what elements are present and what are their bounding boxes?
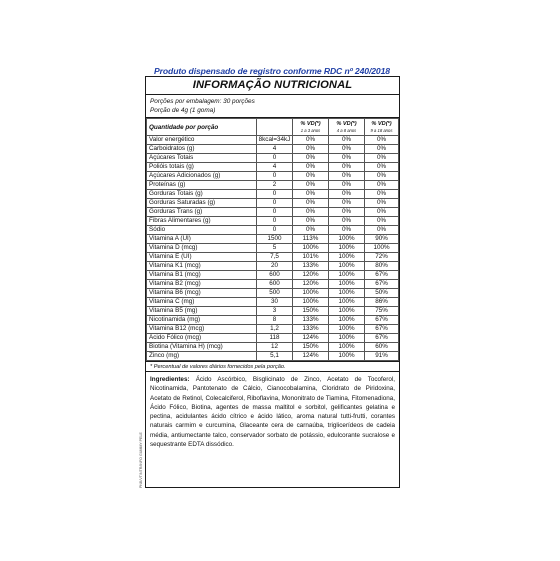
vd-4-8: 0% <box>329 154 365 163</box>
vd-9-18: 0% <box>365 136 399 145</box>
table-row <box>147 181 399 190</box>
side-code: PNB/VT/NTR/INFO GUMMY PELE <box>139 432 143 488</box>
table-row <box>147 172 399 181</box>
nutrient-name: Fibras Alimentares (g) <box>147 217 257 226</box>
nutrient-name: Açúcares Adicionados (g) <box>147 172 257 181</box>
vd-4-8: 100% <box>329 253 365 262</box>
nutrient-name: Proteínas (g) <box>147 181 257 190</box>
nutrient-amount: 1,2 <box>257 325 293 334</box>
nutrient-name: Gorduras Saturadas (g) <box>147 199 257 208</box>
vd-1-3: 133% <box>293 262 329 271</box>
nutrient-amount: 1500 <box>257 235 293 244</box>
vd-1-3: 120% <box>293 271 329 280</box>
vd-9-18: 0% <box>365 199 399 208</box>
vd-9-18: 0% <box>365 190 399 199</box>
header-amount <box>257 119 293 136</box>
vd-9-18: 90% <box>365 235 399 244</box>
vd-9-18: 86% <box>365 298 399 307</box>
vd-4-8: 0% <box>329 208 365 217</box>
nutrition-table <box>146 118 399 361</box>
nutrient-amount: 4 <box>257 145 293 154</box>
vd-1-3: 150% <box>293 307 329 316</box>
table-row <box>147 280 399 289</box>
vd-4-8: 0% <box>329 145 365 154</box>
ingredients-label: Ingredientes: <box>150 376 190 383</box>
vd-1-3: 124% <box>293 352 329 361</box>
vd-4-8: 0% <box>329 136 365 145</box>
ingredients <box>146 372 399 452</box>
vd-4-8: 100% <box>329 271 365 280</box>
header-vd-9-18: % VD(*) 9 a 18 anos <box>365 119 399 136</box>
vd-4-8: 100% <box>329 298 365 307</box>
vd-9-18: 0% <box>365 145 399 154</box>
vd-9-18: 67% <box>365 271 399 280</box>
nutrient-name: Vitamina B6 (mcg) <box>147 289 257 298</box>
vd-1-3: 0% <box>293 217 329 226</box>
vd-1-3: 0% <box>293 145 329 154</box>
vd-9-18: 0% <box>365 208 399 217</box>
vd-1-3: 101% <box>293 253 329 262</box>
nutrient-amount: 0 <box>257 190 293 199</box>
nutrient-name: Vitamina B5 (mg) <box>147 307 257 316</box>
vd-1-3: 0% <box>293 136 329 145</box>
vd-9-18: 0% <box>365 181 399 190</box>
table-row <box>147 325 399 334</box>
nutrient-amount: 500 <box>257 289 293 298</box>
nutrient-amount: 0 <box>257 217 293 226</box>
nutrient-amount: 118 <box>257 334 293 343</box>
nutrient-amount: 0 <box>257 208 293 217</box>
nutrient-name: Polióis totais (g) <box>147 163 257 172</box>
nutrient-amount: 8 <box>257 316 293 325</box>
vd-4-8: 100% <box>329 289 365 298</box>
table-row <box>147 244 399 253</box>
vd-1-3: 150% <box>293 343 329 352</box>
nutrient-name: Nicotinamida (mg) <box>147 316 257 325</box>
nutrient-name: Vitamina B1 (mcg) <box>147 271 257 280</box>
nutrient-amount: 0 <box>257 199 293 208</box>
vd-4-8: 0% <box>329 226 365 235</box>
vd-1-3: 0% <box>293 190 329 199</box>
nutrient-name: Zinco (mg) <box>147 352 257 361</box>
vd-1-3: 0% <box>293 181 329 190</box>
vd-9-18: 67% <box>365 280 399 289</box>
vd-1-3: 0% <box>293 199 329 208</box>
table-row <box>147 226 399 235</box>
nutrient-amount: 8kcal=34kJ <box>257 136 293 145</box>
table-row <box>147 334 399 343</box>
vd-9-18: 0% <box>365 217 399 226</box>
nutrient-name: Vitamina K1 (mcg) <box>147 262 257 271</box>
nutrient-amount: 600 <box>257 280 293 289</box>
vd-4-8: 100% <box>329 262 365 271</box>
vd-9-18: 0% <box>365 154 399 163</box>
vd-4-8: 100% <box>329 343 365 352</box>
table-row <box>147 199 399 208</box>
vd-9-18: 67% <box>365 325 399 334</box>
vd-4-8: 100% <box>329 244 365 253</box>
nutrient-amount: 20 <box>257 262 293 271</box>
table-row <box>147 208 399 217</box>
vd-4-8: 0% <box>329 199 365 208</box>
vd-1-3: 0% <box>293 208 329 217</box>
nutrient-name: Gorduras Totais (g) <box>147 190 257 199</box>
vd-4-8: 0% <box>329 172 365 181</box>
nutrient-name: Carboidratos (g) <box>147 145 257 154</box>
nutrient-name: Vitamina B12 (mcg) <box>147 325 257 334</box>
nutrient-amount: 2 <box>257 181 293 190</box>
nutrient-name: Vitamina D (mcg) <box>147 244 257 253</box>
table-row <box>147 253 399 262</box>
vd-4-8: 100% <box>329 307 365 316</box>
table-row <box>147 352 399 361</box>
table-row <box>147 307 399 316</box>
vd-4-8: 100% <box>329 280 365 289</box>
vd-4-8: 100% <box>329 325 365 334</box>
vd-1-3: 0% <box>293 172 329 181</box>
vd-9-18: 0% <box>365 172 399 181</box>
nutrient-amount: 4 <box>257 163 293 172</box>
vd-1-3: 100% <box>293 289 329 298</box>
nutrient-name: Vitamina E (UI) <box>147 253 257 262</box>
nutrient-name: Valor energético <box>147 136 257 145</box>
nutrient-amount: 30 <box>257 298 293 307</box>
nutrition-title: INFORMAÇÃO NUTRICIONAL <box>146 77 399 95</box>
table-row <box>147 136 399 145</box>
vd-4-8: 100% <box>329 334 365 343</box>
table-row <box>147 289 399 298</box>
table-row <box>147 271 399 280</box>
vd-9-18: 0% <box>365 226 399 235</box>
portion-size: Porção de 4g (1 goma) <box>150 106 216 114</box>
nutrient-name: Ácido Fólico (mcg) <box>147 334 257 343</box>
nutrient-name: Vitamina A (UI) <box>147 235 257 244</box>
vd-4-8: 0% <box>329 181 365 190</box>
vd-1-3: 100% <box>293 298 329 307</box>
nutrition-rows <box>147 136 399 361</box>
table-row <box>147 190 399 199</box>
table-row <box>147 217 399 226</box>
vd-9-18: 91% <box>365 352 399 361</box>
vd-1-3: 0% <box>293 163 329 172</box>
vd-9-18: 72% <box>365 253 399 262</box>
nutrient-name: Vitamina C (mg) <box>147 298 257 307</box>
vd-9-18: 60% <box>365 343 399 352</box>
ingredients-text: Ácido Ascórbico, Bisglicinato de Zinco, Acetato de Tocoferol, Nicotinamida, Pantotenato de Cálcio, Cianocobalamina, Cloridrato de Piridoxina, Acetato de Retinol, Colecalciferol, Riboflavina, Mononitrato de Tiamina, Fitomenadiona, Ácido Fólico, Biotina, agentes de massa maltitol e sorbitol, gelificantes gelatina e pectina, acidulantes ácido cítrico e ácido lático, aroma natural tutti-frutti, corantes naturais carmim e curcumina, Glaceante cera de carnaúba, triglicerídeos de cadeia média, antiumectante talco, conservador sorbato de potássio, edulcorante sucralose e sequestrante EDTA dissódico. <box>150 376 396 449</box>
vd-4-8: 100% <box>329 352 365 361</box>
nutrient-amount: 0 <box>257 226 293 235</box>
vd-9-18: 0% <box>365 163 399 172</box>
table-row <box>147 154 399 163</box>
header-vd-4-8: % VD(*) 4 a 8 anos <box>329 119 365 136</box>
serving-info <box>146 95 399 118</box>
table-row <box>147 262 399 271</box>
table-row <box>147 145 399 154</box>
vd-9-18: 75% <box>365 307 399 316</box>
nutrient-name: Vitamina B2 (mcg) <box>147 280 257 289</box>
nutrient-name: Açúcares Totais <box>147 154 257 163</box>
vd-4-8: 0% <box>329 190 365 199</box>
nutrient-amount: 0 <box>257 154 293 163</box>
vd-9-18: 80% <box>365 262 399 271</box>
vd-1-3: 120% <box>293 280 329 289</box>
vd-9-18: 67% <box>365 334 399 343</box>
nutrient-amount: 5 <box>257 244 293 253</box>
vd-9-18: 100% <box>365 244 399 253</box>
table-row <box>147 343 399 352</box>
vd-1-3: 0% <box>293 226 329 235</box>
table-row <box>147 298 399 307</box>
nutrient-amount: 0 <box>257 172 293 181</box>
vd-4-8: 100% <box>329 235 365 244</box>
vd-1-3: 133% <box>293 325 329 334</box>
vd-1-3: 0% <box>293 154 329 163</box>
vd-9-18: 50% <box>365 289 399 298</box>
nutrient-name: Gorduras Trans (g) <box>147 208 257 217</box>
nutrient-amount: 5,1 <box>257 352 293 361</box>
nutrition-facts-panel <box>145 76 400 488</box>
vd-1-3: 113% <box>293 235 329 244</box>
nutrient-amount: 7,5 <box>257 253 293 262</box>
nutrient-amount: 3 <box>257 307 293 316</box>
nutrient-amount: 600 <box>257 271 293 280</box>
header-item: Quantidade por porção <box>147 119 257 136</box>
vd-4-8: 0% <box>329 163 365 172</box>
vd-1-3: 133% <box>293 316 329 325</box>
table-header-row <box>147 119 399 136</box>
header-vd-1-3: % VD(*) 1 a 3 anos <box>293 119 329 136</box>
vd-9-18: 67% <box>365 316 399 325</box>
vd-4-8: 0% <box>329 217 365 226</box>
table-row <box>147 316 399 325</box>
regulatory-note: Produto dispensado de registro conforme RDC nº 240/2018 <box>154 66 390 76</box>
footnote: * Percentual de valores diários fornecidos pela porção. <box>146 361 399 372</box>
servings-per-package: Porções por embalagem: 30 porções <box>150 98 255 105</box>
nutrient-amount: 12 <box>257 343 293 352</box>
vd-1-3: 100% <box>293 244 329 253</box>
vd-1-3: 124% <box>293 334 329 343</box>
table-row <box>147 235 399 244</box>
nutrient-name: Biotina (Vitamina H) (mcg) <box>147 343 257 352</box>
table-row <box>147 163 399 172</box>
vd-4-8: 100% <box>329 316 365 325</box>
nutrient-name: Sódio <box>147 226 257 235</box>
